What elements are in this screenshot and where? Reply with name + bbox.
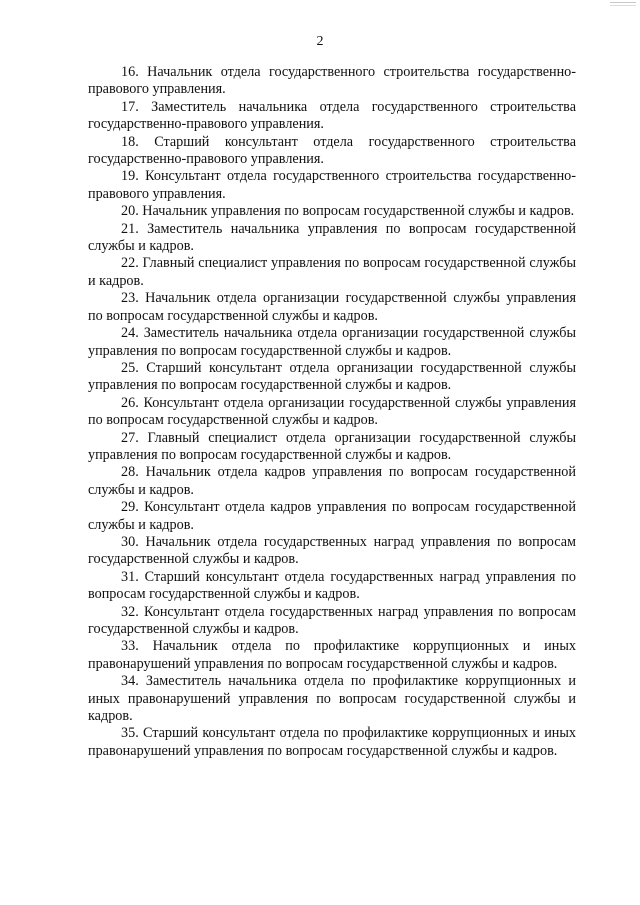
list-item: 26. Консультант отдела организации государственной службы управления по вопросам государственной службы и кадров.: [88, 394, 576, 429]
list-item: 19. Консультант отдела государственного строительства государственно-правового управления.: [88, 168, 576, 202]
list-item: 17. Заместитель начальника отдела государственного строительства государственно-правового управления.: [88, 98, 576, 133]
list-item: 27. Главный специалист отдела организации государственной службы управления по вопросам государственной службы и кадров.: [88, 429, 576, 463]
list-item: 30. Начальник отдела государственных наград управления по вопросам государственной службы и кадров.: [88, 533, 576, 568]
list-item: 31. Старший консультант отдела государственных наград управления по вопросам государственной службы и кадров.: [88, 568, 576, 603]
list-item: 33. Начальник отдела по профилактике коррупционных и иных правонарушений управления по вопросам государственной службы и кадров.: [88, 638, 576, 672]
list-item: 35. Старший консультант отдела по профилактике коррупционных и иных правонарушений управления по вопросам государственной службы и кадров.: [88, 725, 576, 759]
scan-edge-mark: [610, 2, 636, 6]
list-item: 32. Консультант отдела государственных наград управления по вопросам государственной службы и кадров.: [88, 603, 576, 637]
list-item: 25. Старший консультант отдела организации государственной службы управления по вопросам государственной службы и кадров.: [88, 359, 576, 394]
list-item: 24. Заместитель начальника отдела организации государственной службы управления по вопросам государственной службы и кадров.: [88, 325, 576, 359]
list-item: 23. Начальник отдела организации государственной службы управления по вопросам государственной службы и кадров.: [88, 290, 576, 324]
list-item: 18. Старший консультант отдела государственного строительства государственно-правового управления.: [88, 133, 576, 168]
list-item: 22. Главный специалист управления по вопросам государственной службы и кадров.: [88, 255, 576, 289]
list-item: 29. Консультант отдела кадров управления по вопросам государственной службы и кадров.: [88, 499, 576, 533]
list-item: 28. Начальник отдела кадров управления по вопросам государственной службы и кадров.: [88, 464, 576, 498]
list-item: 16. Начальник отдела государственного строительства государственно-правового управления.: [88, 64, 576, 98]
list-item: 21. Заместитель начальника управления по вопросам государственной службы и кадров.: [88, 220, 576, 255]
list-item: 34. Заместитель начальника отдела по профилактике коррупционных и иных правонарушений управления по вопросам государственной службы и кадров.: [88, 673, 576, 725]
list-item: 20. Начальник управления по вопросам государственной службы и кадров.: [121, 203, 575, 220]
position-list: [88, 64, 576, 760]
page-number: 2: [316, 34, 324, 49]
